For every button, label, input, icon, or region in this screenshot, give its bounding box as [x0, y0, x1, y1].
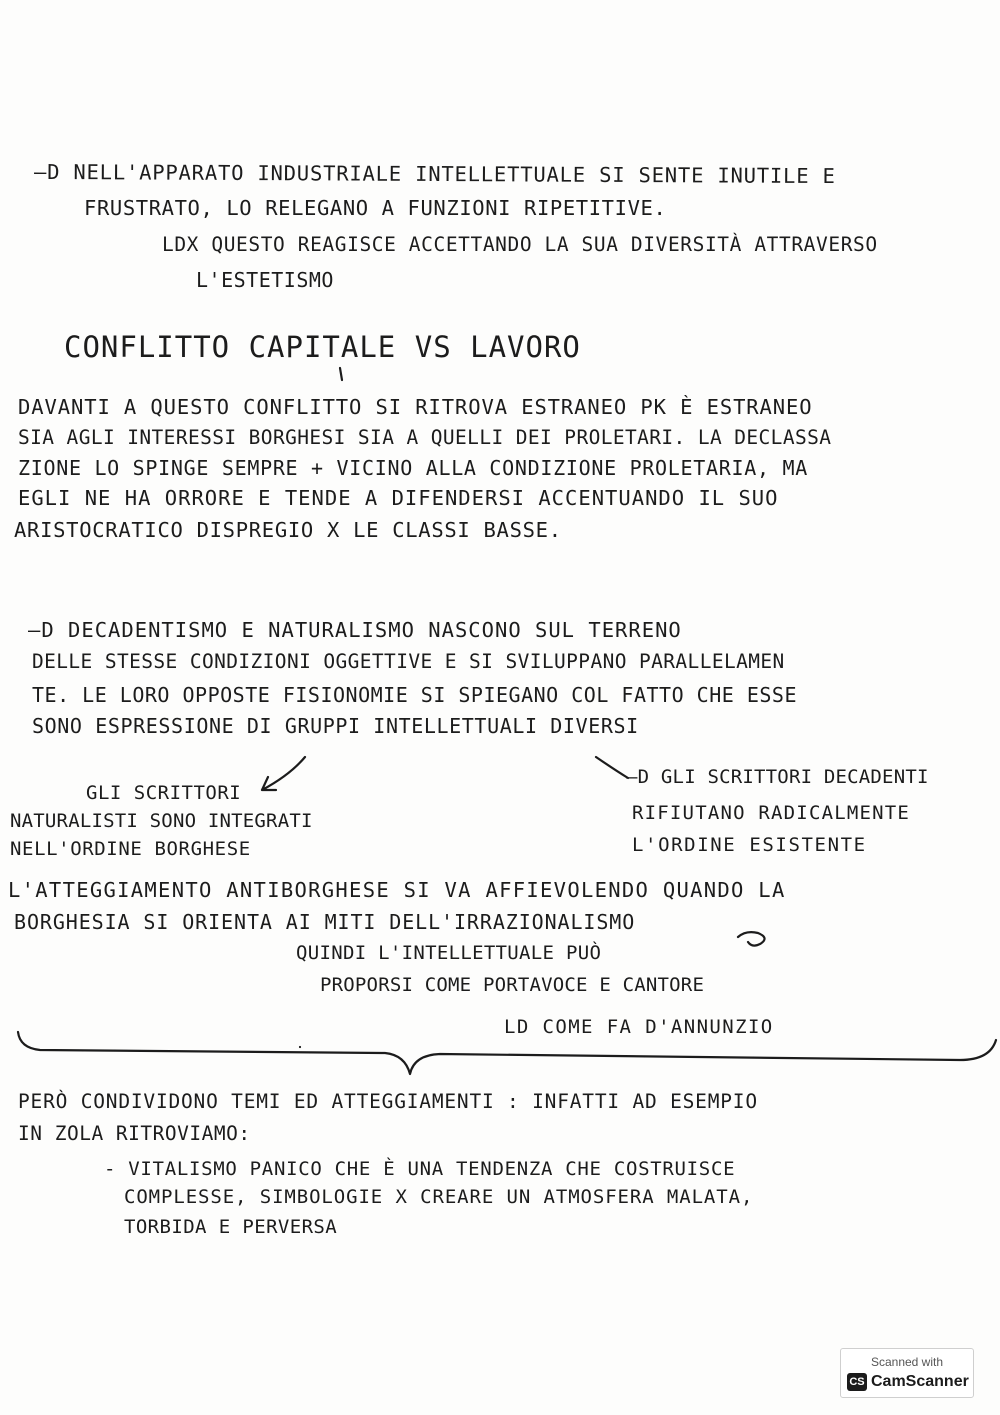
badge-brand: CamScanner	[871, 1373, 969, 1390]
heading-tick	[340, 368, 342, 380]
block4-line5: LD COME FA D'ANNUNZIO	[504, 1016, 774, 1038]
left-branch-line2: NATURALISTI SONO INTEGRATI	[10, 810, 313, 832]
block2-line4: EGLI NE HA ORRORE E TENDE A DIFENDERSI ACCENTUANDO IL SUO	[18, 486, 779, 510]
badge-caption: Scanned with	[870, 1355, 944, 1369]
block4-line2: BORGHESIA SI ORIENTA AI MITI DELL'IRRAZIONALISMO	[14, 910, 636, 934]
left-branch-arrow-icon	[262, 757, 305, 790]
block2-line1: DAVANTI A QUESTO CONFLITTO SI RITROVA ESTRANEO PK È ESTRANEO	[18, 395, 813, 419]
block1-line1: —D NELL'APPARATO INDUSTRIALE INTELLETTUALE SI SENTE INUTILE E	[33, 159, 836, 189]
right-branch-line3: L'ORDINE ESISTENTE	[632, 834, 867, 856]
block5-line3: - VITALISMO PANICO CHE È UNA TENDENZA CHE COSTRUISCE	[104, 1158, 736, 1180]
camscanner-logo-icon: CS	[847, 1373, 867, 1391]
block4-line1: L'ATTEGGIAMENTO ANTIBORGHESE SI VA AFFIEVOLENDO QUANDO LA	[8, 878, 786, 902]
block3-line1: —D DECADENTISMO E NATURALISMO NASCONO SUL TERRENO	[28, 618, 682, 642]
block3-line3: TE. LE LORO OPPOSTE FISIONOMIE SI SPIEGANO COL FATTO CHE ESSE	[32, 683, 798, 707]
left-branch-line1: GLI SCRITTORI	[86, 782, 242, 804]
curl-arrow-icon	[738, 932, 765, 946]
block4-line3: QUINDI L'INTELLETTUALE PUÒ	[296, 942, 602, 964]
block3-line2: DELLE STESSE CONDIZIONI OGGETTIVE E SI SVILUPPANO PARALLELAMEN	[32, 650, 785, 673]
block5-line4: COMPLESSE, SIMBOLOGIE X CREARE UN ATMOSFERA MALATA,	[124, 1186, 754, 1208]
block2-line5: ARISTOCRATICO DISPREGIO X LE CLASSI BASSE.	[14, 518, 562, 542]
block1-line3: LDX QUESTO REAGISCE ACCETTANDO LA SUA DIVERSITÀ ATTRAVERSO	[162, 233, 878, 256]
right-branch-line2: RIFIUTANO RADICALMENTE	[632, 802, 911, 824]
block5-line5: TORBIDA E PERVERSA	[124, 1216, 338, 1238]
block5-line2: IN ZOLA RITROVIAMO:	[18, 1122, 251, 1145]
block1-line2: FRUSTRATO, LO RELEGANO A FUNZIONI RIPETITIVE.	[84, 196, 667, 220]
block2-line2: SIA AGLI INTERESSI BORGHESI SIA A QUELLI DEI PROLETARI. LA DECLASSA	[18, 426, 832, 449]
right-branch-arrow-icon	[596, 757, 628, 778]
block4-line4: PROPORSI COME PORTAVOCE E CANTORE	[320, 974, 705, 996]
page-title: CONFLITTO CAPITALE VS LAVORO	[64, 330, 581, 364]
block1-line4: L'ESTETISMO	[196, 268, 334, 292]
left-branch-line3: NELL'ORDINE BORGHESE	[10, 838, 251, 860]
brace-line	[18, 1032, 996, 1074]
right-branch-line1: —D GLI SCRITTORI DECADENTI	[626, 766, 929, 788]
block3-line4: SONO ESPRESSIONE DI GRUPPI INTELLETTUALI DIVERSI	[32, 714, 639, 738]
block5-line1: PERÒ CONDIVIDONO TEMI ED ATTEGGIAMENTI : INFATTI AD ESEMPIO	[18, 1090, 758, 1113]
camscanner-badge	[840, 1348, 974, 1398]
block2-line3: ZIONE LO SPINGE SEMPRE + VICINO ALLA CONDIZIONE PROLETARIA, MA	[18, 456, 808, 480]
